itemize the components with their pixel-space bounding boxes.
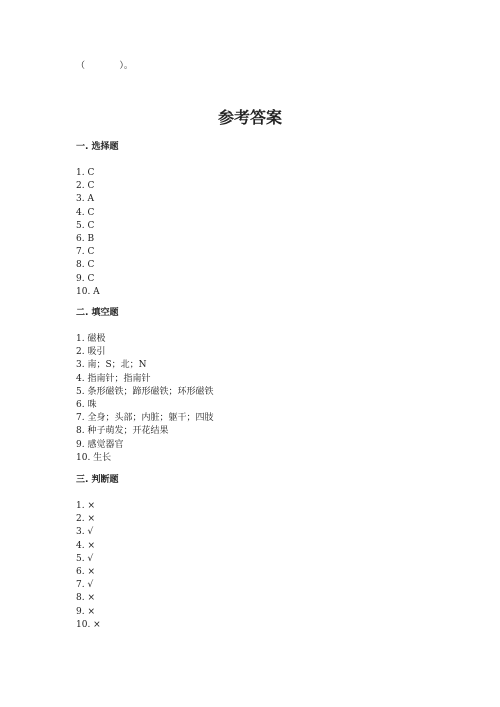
previous-question-fragment: （ ）。 <box>76 61 133 71</box>
answer-item: 2. C <box>76 181 95 192</box>
answer-item: 8. × <box>76 593 95 604</box>
answer-item: 9. × <box>76 606 95 617</box>
section-heading: 二. 填空题 <box>76 308 119 318</box>
answer-item: 3. 南；S；北；N <box>76 360 147 371</box>
answer-item: 2. × <box>76 514 95 525</box>
answer-item: 8. C <box>76 260 95 271</box>
answer-list <box>76 167 119 299</box>
answer-item: 10. 生长 <box>76 452 112 463</box>
answer-item: 7. C <box>76 247 95 258</box>
answer-item: 9. C <box>76 273 95 284</box>
answer-item: 8. 种子萌发；开花结果 <box>76 426 169 437</box>
answer-item: 4. × <box>76 540 95 551</box>
answer-item: 7. √ <box>76 580 94 591</box>
section-multiple-choice <box>76 141 119 299</box>
answer-key-title: 参考答案 <box>217 108 282 127</box>
answer-list <box>76 500 119 632</box>
answer-list <box>76 333 213 465</box>
answer-item: 6. × <box>76 567 95 578</box>
answer-item: 4. C <box>76 207 95 218</box>
section-true-false <box>76 474 119 632</box>
section-heading: 三. 判断题 <box>76 475 119 485</box>
answer-item: 10. A <box>76 286 100 297</box>
answer-item: 9. 感觉器官 <box>76 439 124 450</box>
answer-item: 2. 吸引 <box>76 347 106 358</box>
answer-item: 3. √ <box>76 527 94 538</box>
answer-item: 6. B <box>76 234 95 245</box>
section-heading: 一. 选择题 <box>76 142 119 152</box>
answer-item: 1. × <box>76 501 95 511</box>
answer-item: 6. 咮 <box>76 400 97 411</box>
section-fill-in-blank <box>76 307 213 465</box>
answer-item: 7. 全身；头部；内脏；躯干；四肢 <box>76 413 214 424</box>
answer-item: 5. 条形磁铁；蹄形磁铁；环形磁铁 <box>76 386 214 397</box>
answer-item: 4. 指南针；指南针 <box>76 373 151 384</box>
answer-item: 5. C <box>76 220 95 231</box>
answer-item: 3. A <box>76 194 94 205</box>
answer-item: 1. C <box>76 168 95 178</box>
answer-item: 5. √ <box>76 553 94 564</box>
answer-item: 10. × <box>76 619 101 630</box>
answer-item: 1. 磁极 <box>76 334 106 344</box>
